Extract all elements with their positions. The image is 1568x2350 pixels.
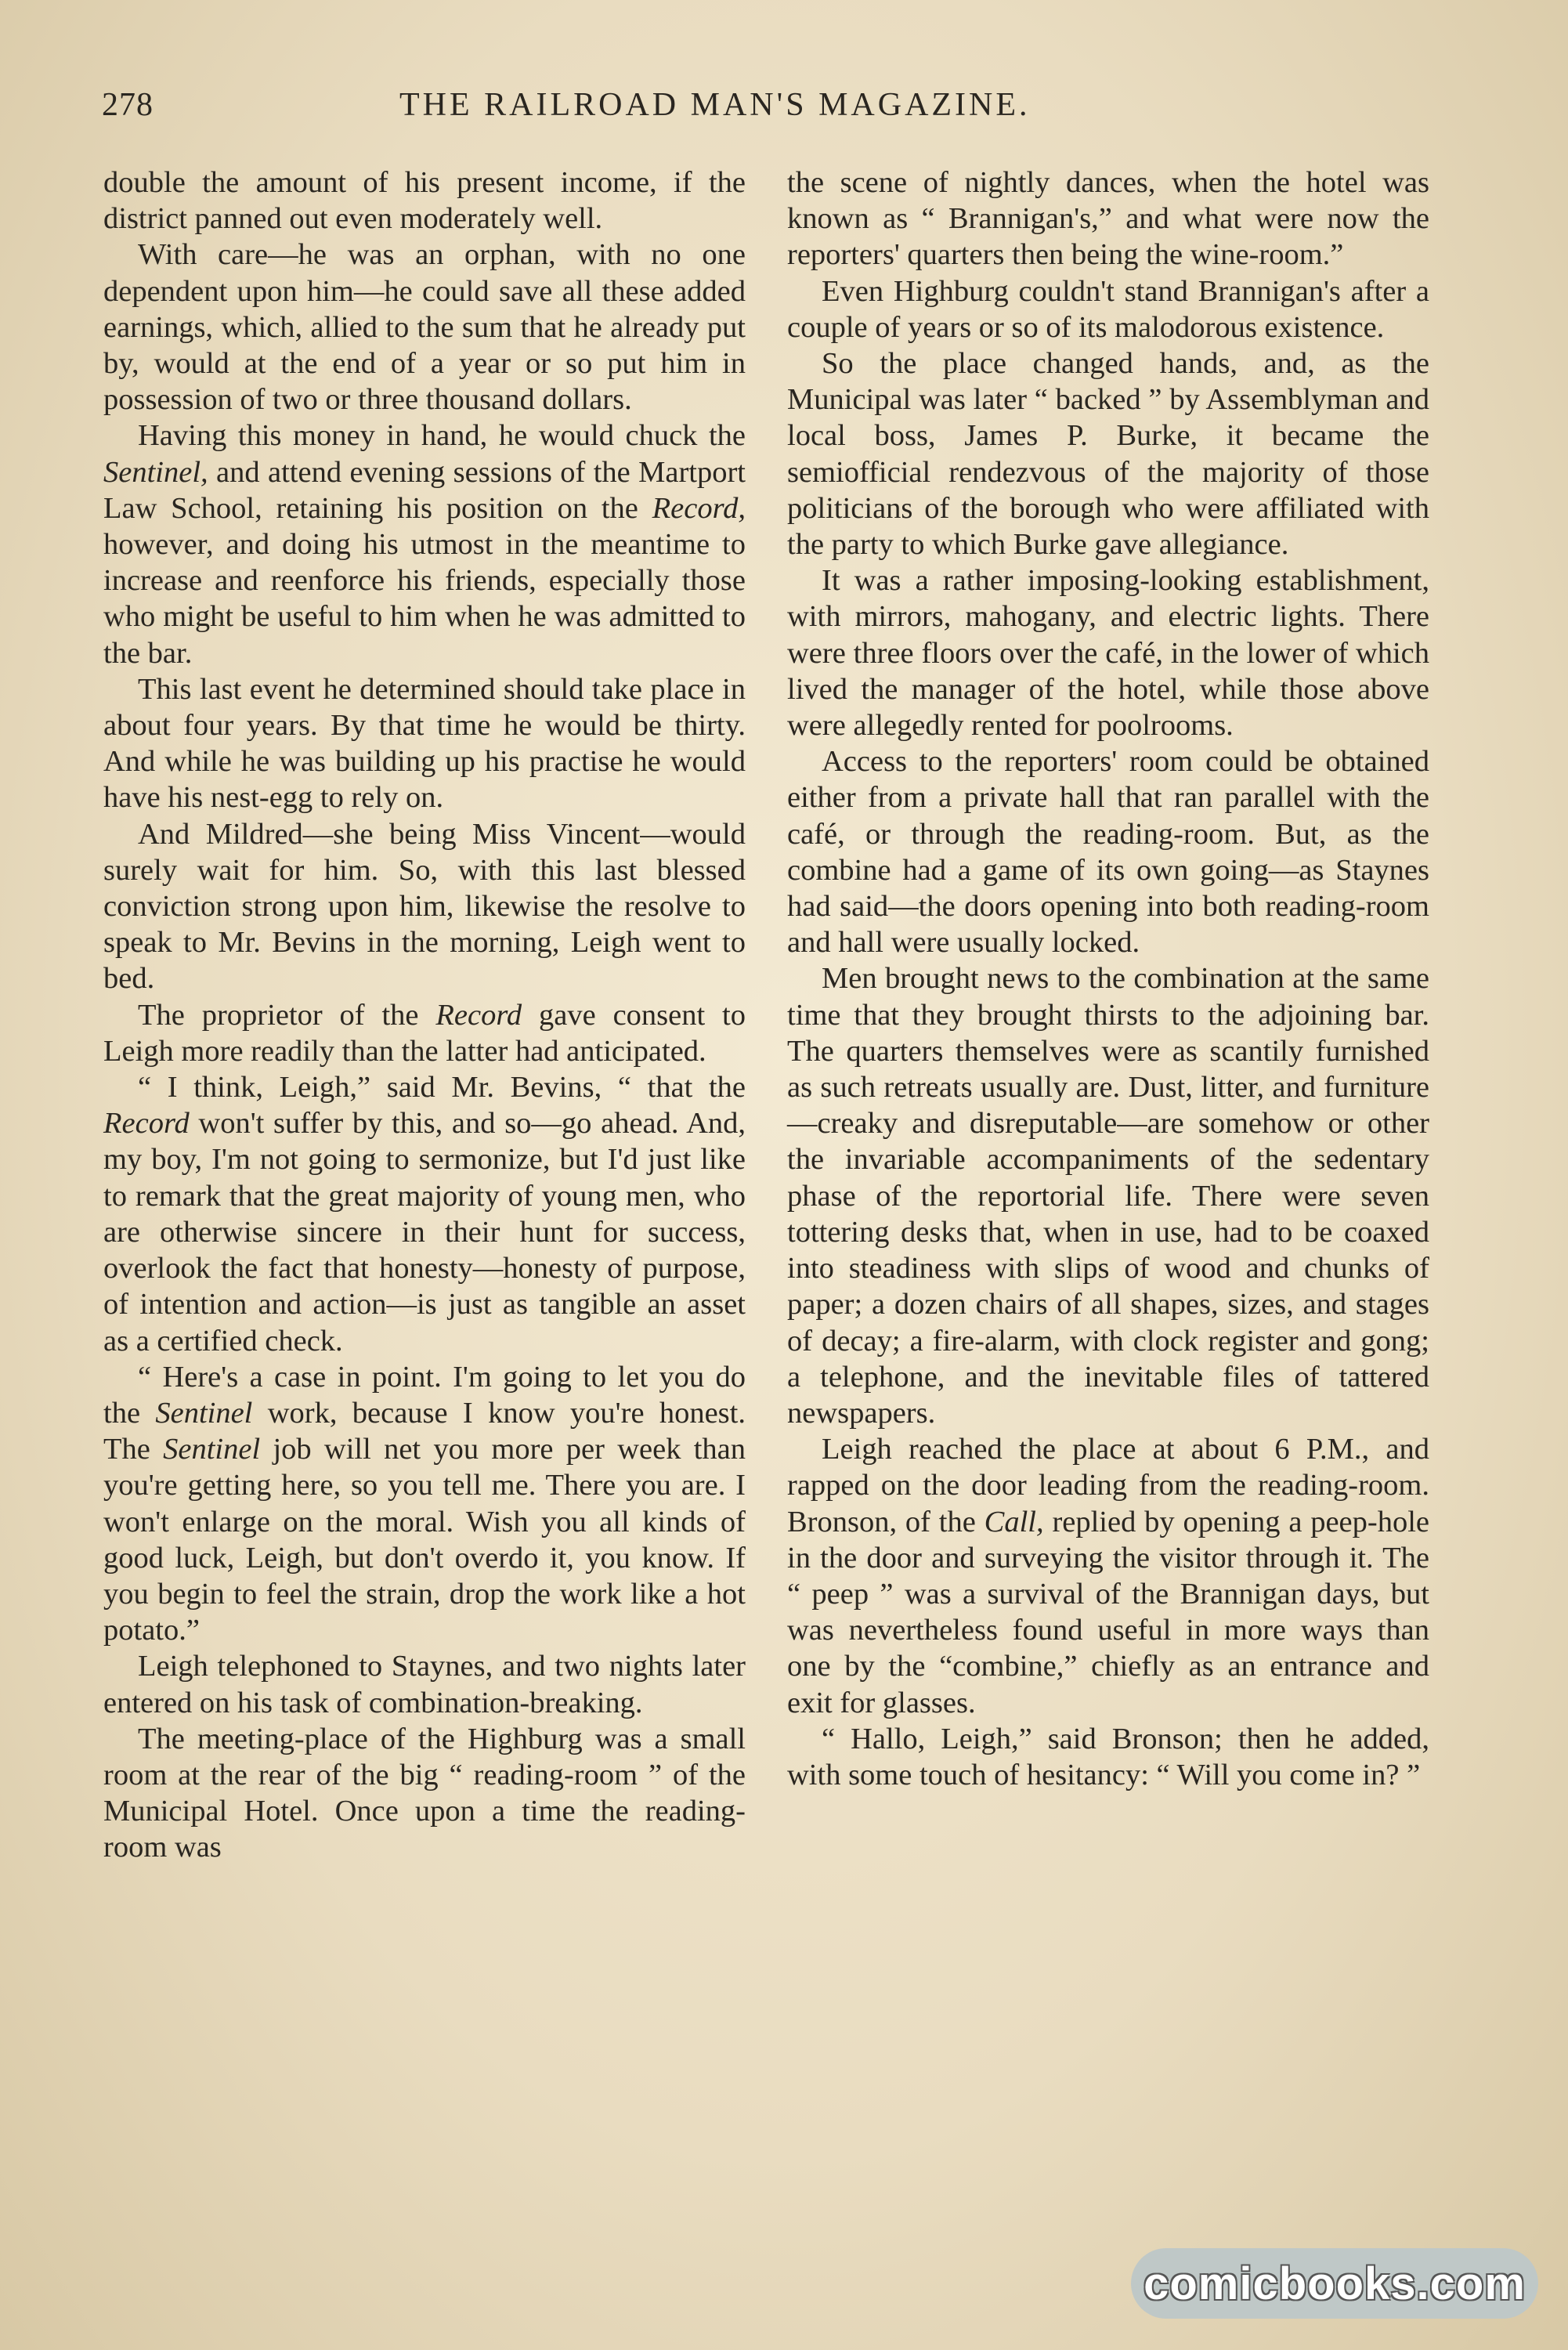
paragraph: Access to the reporters' room could be obtained either from a private hall that ran parallel with the café, or through the reading-room. But, as the combine had a game of its own going—as Staynes had said—the doors opening into both reading-room and hall were usually locked. (787, 745, 1429, 960)
right-column (787, 164, 1429, 1793)
text-run: The proprietor of the (138, 998, 436, 1032)
text-run: won't suffer by this, and so—go ahead. And, my boy, I'm not going to sermonize, but I'd just like to remark that the great majority of young men, who are otherwise sincere in their hunt for success, overlook the fact that honesty—honesty of purpose, of intention and action—is just as tangible an asset as a certified check. (103, 1107, 746, 1358)
newspaper-title: Sentinel (163, 1433, 261, 1466)
text-run: however, and doing his utmost in the meantime to increase and reenforce his friends, especially those who might be useful to him when he was admitted to the bar. (103, 528, 746, 670)
paragraph (787, 1431, 1429, 1721)
text-run: gave consent to Leigh more readily than the latter had anticipated. (103, 998, 746, 1068)
paragraph: Even Highburg couldn't stand Brannigan's after a couple of years or so of its malodorous existence. (787, 274, 1429, 344)
newspaper-title: Sentinel (155, 1396, 253, 1430)
paragraph: So the place changed hands, and, as the Municipal was later “ backed ” by Assemblyman and local boss, James P. Burke, it became the semiofficial rendezvous of the majority of those politicians of the borough who were affiliated with the party to which Burke gave allegiance. (787, 347, 1429, 562)
paragraph (103, 997, 746, 1069)
site-watermark: comicbooks.com (1131, 2248, 1538, 2319)
text-run: replied by opening a peep-hole in the door and surveying the visitor through it. The “ peep ” was a survival of the Brannigan days, but was nevertheless found useful in more ways than one by the “combine,” chiefly as an entrance and exit for glasses. (787, 1505, 1430, 1719)
paragraph: With care—he was an orphan, with no one dependent upon him—he could save all these added earnings, which, allied to the sum that he already put by, would at the end of a year or so put him in possession of two or three thousand dollars. (103, 238, 746, 417)
text-run: Having this money in hand, he would chuck the (138, 419, 746, 453)
running-head: THE RAILROAD MAN'S MAGAZINE. (399, 87, 1031, 123)
paragraph: “ Hallo, Leigh,” said Bronson; then he added, with some touch of hesitancy: “ Will you come in? ” (787, 1722, 1429, 1791)
newspaper-title: Record (435, 998, 522, 1032)
newspaper-title: Sentinel, (103, 455, 208, 489)
paragraph (103, 1359, 746, 1649)
newspaper-title: Call, (984, 1505, 1044, 1538)
text-run: and attend evening sessions of the Martport Law School, retaining his position on the (103, 455, 746, 525)
newspaper-title: Record, (652, 491, 746, 525)
paragraph: This last event he determined should take place in about four years. By that time he would be thirty. And while he was building up his practise he would have his nest-egg to rely on. (103, 672, 746, 815)
paragraph: the scene of nightly dances, when the hotel was known as “ Brannigan's,” and what were now the reporters' quarters then being the wine-room.” (787, 166, 1429, 272)
paragraph: The meeting-place of the Highburg was a small room at the rear of the big “ reading-room ” of the Municipal Hotel. Once upon a time the reading-room was (103, 1722, 746, 1864)
paragraph: It was a rather imposing-looking establishment, with mirrors, mahogany, and electric lights. There were three floors over the café, in the lower of which lived the manager of the hotel, while those above were allegedly rented for poolrooms. (787, 564, 1429, 743)
paragraph: Leigh telephoned to Staynes, and two nights later entered on his task of combination-breaking. (103, 1650, 746, 1719)
paragraph: Men brought news to the combination at the same time that they brought thirsts to the adjoining bar. The quarters themselves were as scantily furnished as such retreats usually are. Dust, litter, and furniture—creaky and disreputable—are somehow or other the invariable accompaniments of the sedentary phase of the reportorial life. There were seven tottering desks that, when in use, had to be coaxed into steadiness with slips of wood and chunks of paper; a dozen chairs of all shapes, sizes, and stages of decay; a fire-alarm, with clock register and gong; a telephone, and the inevitable files of tattered newspapers. (787, 962, 1429, 1430)
newspaper-title: Record (103, 1107, 190, 1141)
page-header (102, 86, 1433, 141)
text-run: Leigh reached the place at about 6 P.M., and rapped on the door leading from the reading-room. Bronson, of the (787, 1433, 1429, 1538)
text-run: work, because I know you're honest. The (103, 1396, 746, 1466)
text-run: “ Here's a case in point. I'm going to let you do the (103, 1360, 746, 1430)
text-run: “ I think, Leigh,” said Mr. Bevins, “ that the (138, 1071, 746, 1104)
paragraph: And Mildred—she being Miss Vincent—would surely wait for him. So, with this last blessed conviction strong upon him, likewise the resolve to speak to Mr. Bevins in the morning, Leigh went to bed. (103, 817, 746, 996)
paragraph (103, 418, 746, 671)
paragraph: double the amount of his present income, if the district panned out even moderately well. (103, 166, 746, 236)
page-number: 278 (102, 87, 154, 123)
text-run: job will net you more per week than you're getting here, so you tell me. There you are. I won't enlarge on the moral. Wish you all kinds of good luck, Leigh, but don't overdo it, you know. If you begin to feel the strain, drop the work like a hot potato.” (103, 1433, 746, 1647)
left-column (103, 164, 746, 1866)
paragraph (103, 1069, 746, 1359)
